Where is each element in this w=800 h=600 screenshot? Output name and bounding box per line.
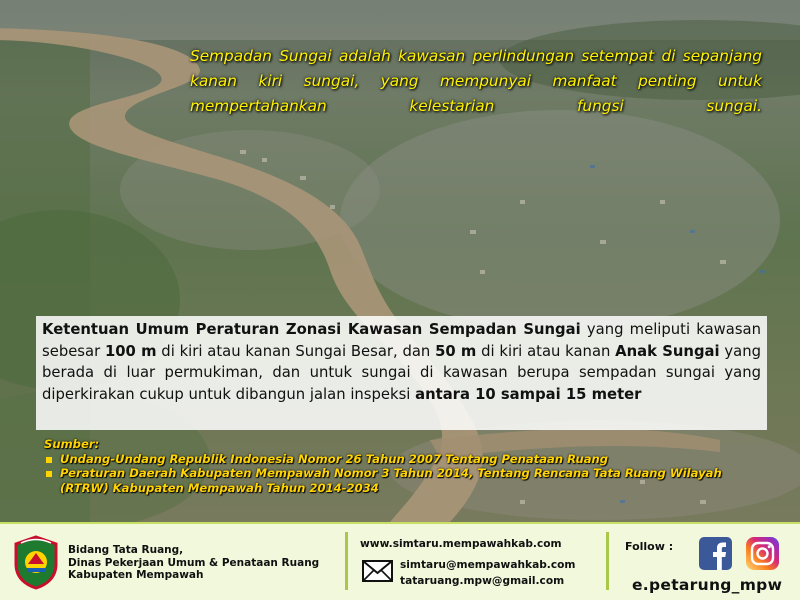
footer-divider bbox=[606, 532, 609, 590]
department-name bbox=[68, 544, 319, 582]
email-link[interactable]: tataruang.mpw@gmail.com bbox=[400, 575, 565, 587]
sources-heading: Sumber: bbox=[44, 437, 100, 451]
info-segment: yang berada di luar permukiman, dan untuk sungai di kawasan berupa sempadan sungai yang diperkirakan cukup untuk dibangun jalan inspeksi bbox=[42, 342, 761, 403]
regency-emblem-icon bbox=[13, 534, 59, 590]
source-item-text: Undang-Undang Republik Indonesia Nomor 26 Tahun 2007 Tentang Penataan Ruang bbox=[60, 451, 609, 466]
intro-definition-text: Sempadan Sungai adalah kawasan perlindungan setempat di sepanjang kanan kiri sungai, yang mempunyai manfaat penting untuk mempertahankan kelestarian fungsi sungai. bbox=[190, 47, 762, 115]
zoning-info-box bbox=[36, 316, 767, 430]
footer bbox=[0, 522, 800, 600]
department-line: Dinas Pekerjaan Umum & Penataan Ruang bbox=[68, 556, 320, 569]
info-segment: di kiri atau kanan bbox=[476, 342, 616, 360]
sources-list bbox=[44, 452, 764, 496]
info-tributary: Anak Sungai bbox=[615, 342, 720, 360]
source-item-text: Peraturan Daerah Kabupaten Mempawah Nomor 3 Tahun 2014, Tentang Rencana Tata Ruang Wilayah (RTRW) Kabupaten Mempawah Tahun 2014-2034 bbox=[60, 466, 722, 495]
info-river-width-large: 100 m bbox=[104, 342, 157, 360]
follow-label: Follow : bbox=[625, 540, 674, 553]
source-item bbox=[44, 452, 764, 467]
info-heading: Ketentuan Umum Peraturan Zonasi Kawasan Sempadan Sungai bbox=[42, 321, 581, 338]
department-line: Bidang Tata Ruang, bbox=[68, 544, 184, 556]
info-segment: di kiri atau kanan Sungai Besar, dan bbox=[156, 342, 436, 360]
info-segment: yang meliputi kawasan sebesar bbox=[42, 321, 761, 360]
bullet-icon bbox=[46, 471, 52, 477]
email-link[interactable]: simtaru@mempawahkab.com bbox=[400, 559, 576, 571]
info-river-width-small: 50 m bbox=[435, 342, 477, 360]
facebook-icon[interactable] bbox=[699, 537, 732, 570]
bullet-icon bbox=[46, 457, 52, 463]
source-item bbox=[44, 466, 764, 495]
footer-divider bbox=[345, 532, 348, 590]
info-road-width: antara 10 sampai 15 meter bbox=[415, 385, 642, 403]
website-link[interactable]: www.simtaru.mempawahkab.com bbox=[360, 538, 562, 550]
social-handle[interactable]: e.petarung_mpw bbox=[632, 576, 783, 594]
envelope-icon bbox=[362, 560, 393, 582]
sources-section bbox=[44, 437, 764, 495]
instagram-icon[interactable] bbox=[746, 537, 779, 570]
zoning-info-text bbox=[42, 319, 761, 405]
department-line: Kabupaten Mempawah bbox=[68, 569, 204, 581]
